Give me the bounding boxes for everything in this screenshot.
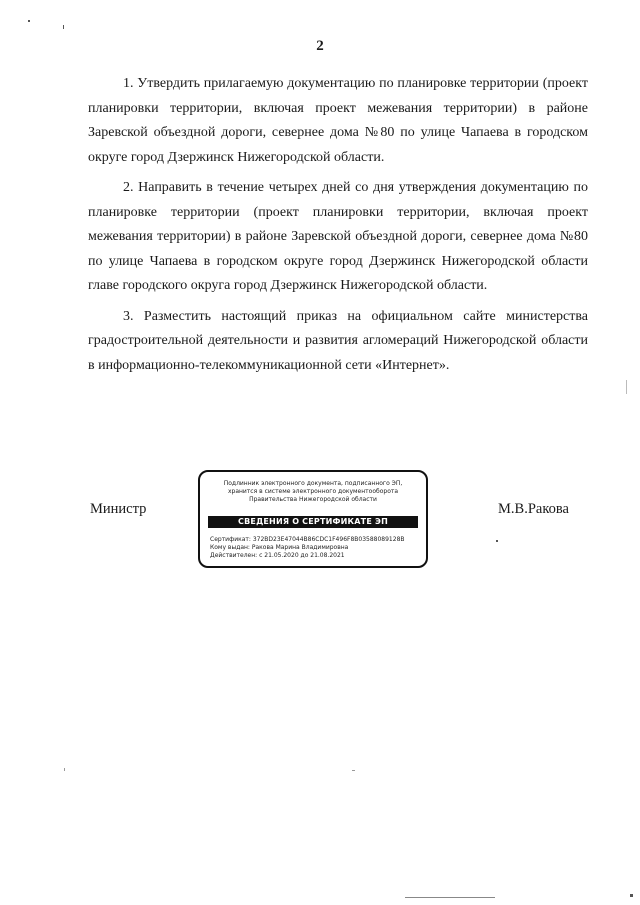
scan-speck [64,768,65,771]
signatory-title: Министр [90,501,147,517]
scan-speck [405,897,495,898]
stamp-header [206,480,420,504]
electronic-signature-stamp [198,470,428,568]
stamp-header-line: хранится в системе электронного документооборота [227,488,399,495]
signatory-name: М.В.Ракова [498,501,569,517]
certificate-owner: Кому выдан: Ракова Марина Владимировна [210,544,349,551]
scan-speck [63,25,64,29]
certificate-info-bar: СВЕДЕНИЯ О СЕРТИФИКАТЕ ЭП [208,516,418,528]
scan-speck [626,380,627,394]
document-body [88,72,588,384]
paragraph-send: 2. Направить в течение четырех дней со дня утверждения документацию по планировке территории (проект планировки территории, включая проект межевания территории) в районе Заревской объездной дороги, севернее дома №80 по улице Чапаева в городском округе город Дзержинск Нижегородской области главе городского округа город Дзержинск Нижегородской области. [88,180,588,293]
scan-speck [630,894,633,897]
certificate-number: Сертификат: 372BD23E47044B86CDC1F496F8B03588089128B [210,536,405,543]
scan-speck [496,540,498,542]
certificate-validity: Действителен: с 21.05.2020 до 21.08.2021 [210,552,345,559]
paragraph-approve: 1. Утвердить прилагаемую документацию по планировке территории (проект планировки территории, включая проект межевания территории) в районе Заревской объездной дороги, севернее дома №80 по улице Чапаева в городском округе город Дзержинск Нижегородской области. [88,76,588,165]
stamp-header-line: Правительства Нижегородской области [249,496,377,503]
page-number: 2 [316,38,324,54]
scan-speck [28,20,30,22]
certificate-details [210,536,420,560]
stamp-header-line: Подлинник электронного документа, подписанного ЭП, [223,480,403,487]
paragraph-publish: 3. Разместить настоящий приказ на официальном сайте министерства градостроительной деятельности и развития агломераций Нижегородской области в информационно-телекоммуникационной сети «Интернет». [88,308,588,373]
scan-speck [352,770,355,771]
